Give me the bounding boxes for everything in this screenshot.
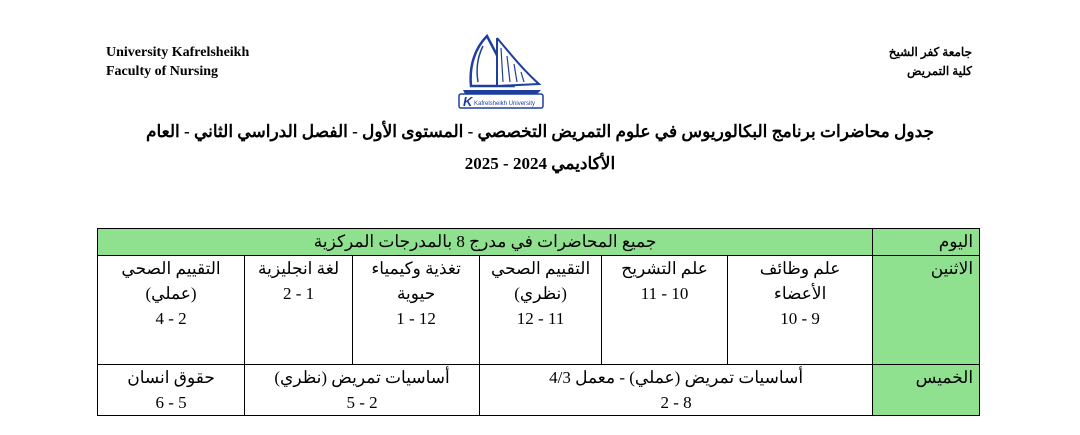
university-name-ar: جامعة كفر الشيخ bbox=[888, 45, 972, 59]
day-cell-thursday: الخميس bbox=[873, 365, 980, 416]
lecture-cell: التقييم الصحي (عملي) 2 - 4 bbox=[98, 256, 245, 365]
university-logo bbox=[457, 32, 545, 112]
lecture-cell: التقييم الصحي (نظري) 11 - 12 bbox=[480, 256, 602, 365]
svg-text:K: K bbox=[463, 94, 473, 109]
university-name-en: University Kafrelsheikh bbox=[106, 45, 250, 60]
lecture-cell: لغة انجليزية 1 - 2 bbox=[245, 256, 353, 365]
lecture-cell: تغذية وكيمياء حيوية 12 - 1 bbox=[353, 256, 480, 365]
lecture-cell: علم التشريح 10 - 11 bbox=[602, 256, 728, 365]
lecture-cell: حقوق انسان 5 - 6 bbox=[98, 365, 245, 416]
lecture-cell: أساسيات تمريض (نظري) 2 - 5 bbox=[245, 365, 480, 416]
lecture-cell: علم وظائف الأعضاء 9 - 10 bbox=[728, 256, 873, 365]
table-header-row bbox=[98, 229, 980, 256]
faculty-name-ar: كلية التمريض bbox=[907, 64, 972, 78]
day-cell-monday: الاثنين bbox=[873, 256, 980, 365]
table-row-monday bbox=[98, 256, 980, 365]
schedule-table bbox=[97, 228, 980, 416]
university-header-english bbox=[106, 43, 249, 81]
logo-text: Kafrelsheikh University bbox=[474, 101, 536, 107]
university-header-arabic bbox=[889, 43, 972, 81]
title-line-1: جدول محاضرات برنامج البكالوريوس في علوم التمريض التخصصي - المستوى الأول - الفصل الدراسي الثاني - العام bbox=[145, 122, 935, 141]
lecture-cell: أساسيات تمريض (عملي) - معمل 4/3 8 - 2 bbox=[480, 365, 873, 416]
faculty-name-en: Faculty of Nursing bbox=[106, 64, 218, 79]
day-column-header: اليوم bbox=[873, 229, 980, 256]
page-title bbox=[40, 116, 1040, 180]
table-row-thursday bbox=[98, 365, 980, 416]
lecture-hall-note: جميع المحاضرات في مدرج 8 بالمدرجات المركزية bbox=[98, 229, 873, 256]
title-line-2: الأكاديمي 2024 - 2025 bbox=[464, 154, 616, 173]
